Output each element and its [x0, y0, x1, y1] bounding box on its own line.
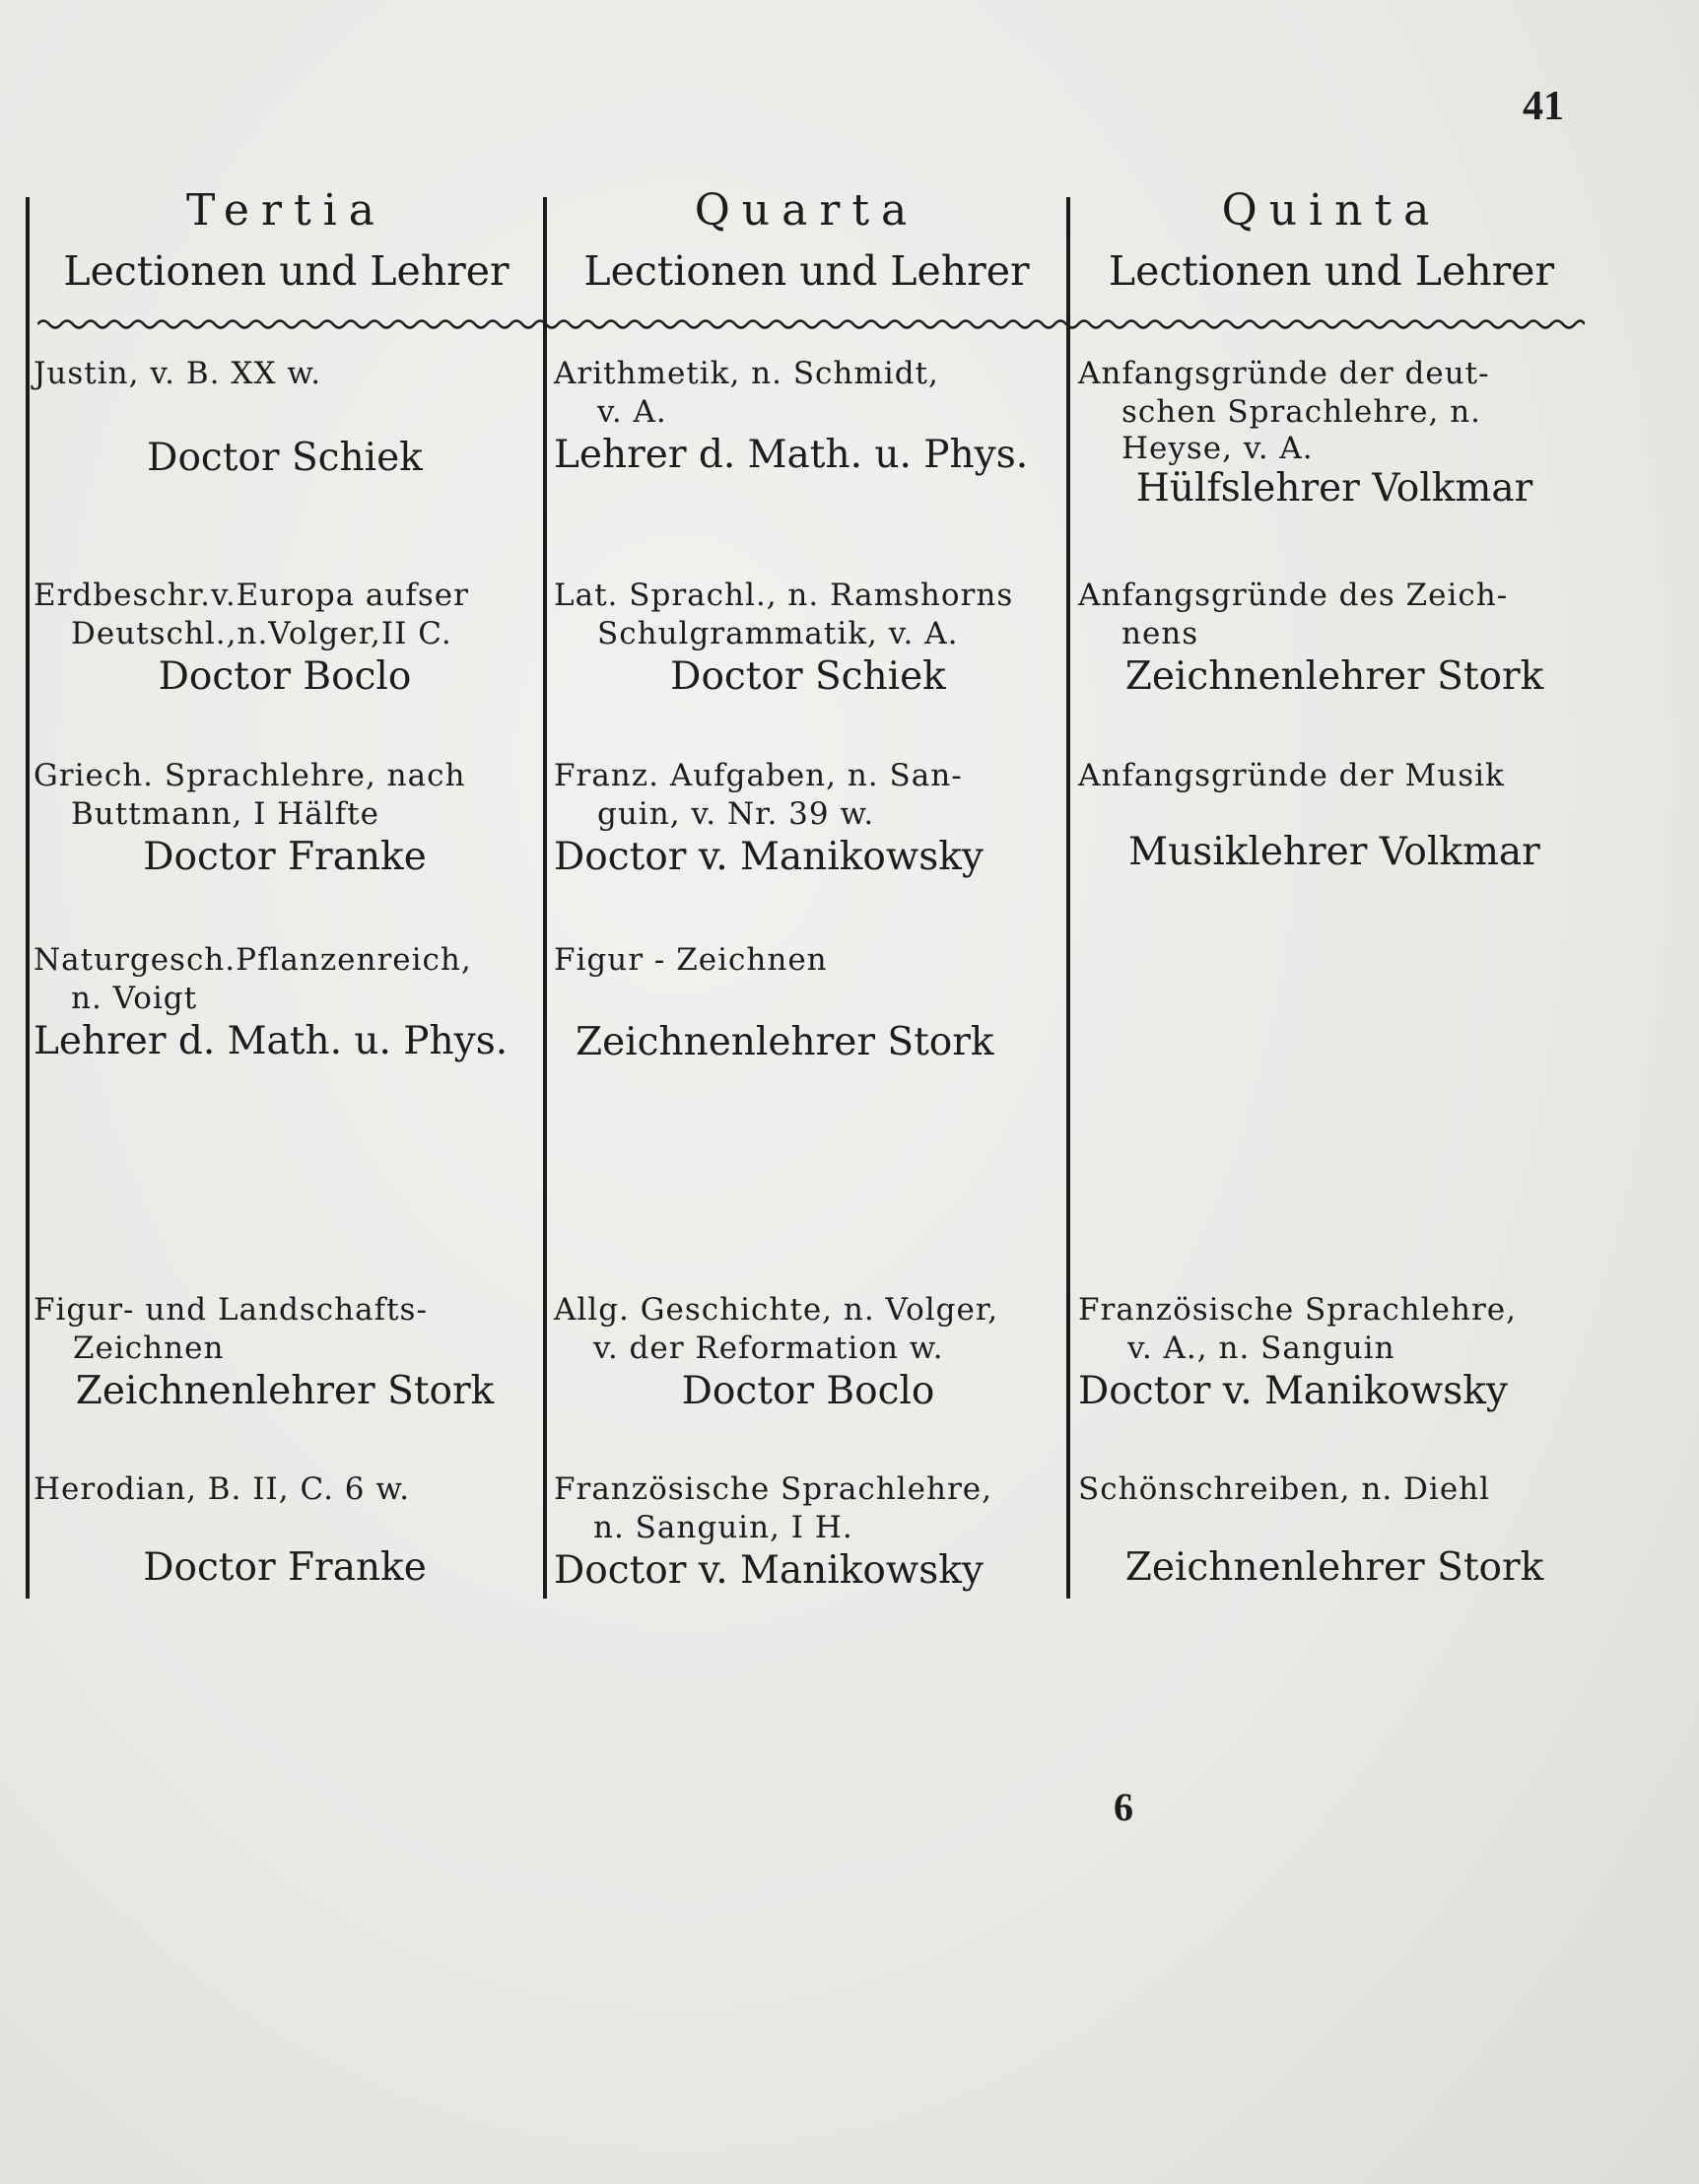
tertia-entry-5-teacher: Zeichnenlehrer Stork [75, 1369, 495, 1413]
quarta-title: Quarta [694, 185, 919, 236]
quarta-entry-4-teacher: Zeichnenlehrer Stork [576, 1020, 994, 1064]
sheet-number: 6 [1114, 1785, 1133, 1829]
quarta-entry-3-teacher: Doctor v. Manikowsky [554, 835, 984, 879]
quinta-entry-4 [1078, 1291, 1591, 1415]
quarta-entry-6-teacher: Doctor v. Manikowsky [554, 1548, 984, 1593]
tertia-entry-3-lesson-line-1: Griech. Sprachlehre, nach [34, 758, 466, 793]
quarta-entry-2-lesson-line-1: Lat. Sprachl., n. Ramshorns [554, 578, 1014, 613]
quarta-entry-6-lesson-line-1: Französische Sprachlehre, [554, 1471, 992, 1507]
quinta-entry-5-lesson-line-1: Schönschreiben, n. Diehl [1078, 1471, 1491, 1507]
quinta-entry-1-teacher: Hülfslehrer Volkmar [1135, 466, 1533, 511]
tertia-entry-2-teacher: Doctor Boclo [158, 654, 412, 699]
quarta-entry-3-lesson-line-2: guin, v. Nr. 39 w. [597, 796, 875, 832]
quarta-entry-2-lesson-line-2: Schulgrammatik, v. A. [597, 616, 959, 651]
quinta-entry-2-lesson-line-1: Anfangsgründe des Zeich- [1078, 578, 1509, 613]
quarta-entry-5 [554, 1291, 1062, 1415]
quarta-header [547, 185, 1066, 295]
wavy-separator [37, 317, 1585, 331]
quarta-entry-5-teacher: Doctor Boclo [681, 1369, 935, 1413]
quinta-entry-3-lesson-line-1: Anfangsgründe der Musik [1078, 758, 1505, 793]
tertia-entry-4-lesson-line-2: n. Voigt [71, 981, 198, 1016]
rule-left [26, 197, 30, 1599]
rule-tertia-quarta [543, 197, 547, 1599]
page-number: 41 [1523, 84, 1564, 129]
quinta-entry-2-lesson-line-2: nens [1121, 616, 1199, 651]
tertia-entry-3-teacher: Doctor Franke [143, 835, 427, 879]
tertia-entry-4 [34, 941, 536, 1065]
quarta-entry-6 [554, 1470, 1062, 1595]
quinta-subtitle: Lectionen und Lehrer [1108, 247, 1555, 295]
quinta-entry-2-teacher: Zeichnenlehrer Stork [1124, 654, 1544, 699]
tertia-entry-5 [34, 1291, 536, 1415]
tertia-entry-6-lesson-line-1: Herodian, B. II, C. 6 w. [34, 1471, 411, 1507]
quinta-entry-2 [1078, 577, 1591, 701]
tertia-entry-3 [34, 757, 536, 881]
rule-quarta-quinta [1066, 197, 1070, 1599]
quarta-entry-4-lesson-line-1: Figur - Zeichnen [554, 942, 828, 978]
quinta-entry-4-lesson-line-2: v. A., n. Sanguin [1127, 1331, 1395, 1366]
tertia-entry-6-teacher: Doctor Franke [143, 1545, 427, 1590]
quarta-entry-3 [554, 757, 1062, 881]
quinta-header [1070, 185, 1593, 295]
quarta-entry-2 [554, 577, 1062, 701]
quinta-entry-5 [1078, 1470, 1591, 1592]
quarta-entry-6-lesson-line-2: n. Sanguin, I H. [593, 1510, 853, 1545]
quinta-entry-1-lesson-line-2: schen Sprachlehre, n. [1121, 394, 1482, 430]
quinta-entry-4-lesson-line-1: Französische Sprachlehre, [1078, 1292, 1517, 1328]
tertia-entry-2-lesson-line-2: Deutschl.,n.Volger,II C. [71, 616, 452, 651]
tertia-entry-5-lesson-line-2: Zeichnen [73, 1331, 225, 1366]
quinta-title: Quinta [1221, 185, 1442, 236]
tertia-entry-2-lesson-line-1: Erdbeschr.v.Europa aufser [34, 578, 469, 613]
tertia-entry-4-teacher: Lehrer d. Math. u. Phys. [34, 1019, 509, 1063]
quinta-entry-1-lesson-line-3: Heyse, v. A. [1121, 431, 1314, 466]
tertia-title: Tertia [186, 185, 386, 236]
tertia-entry-1-teacher: Doctor Schiek [147, 436, 423, 480]
quarta-entry-1-teacher: Lehrer d. Math. u. Phys. [554, 433, 1029, 477]
quinta-entry-4-teacher: Doctor v. Manikowsky [1078, 1369, 1508, 1413]
tertia-entry-1 [34, 355, 536, 482]
tertia-entry-6 [34, 1470, 536, 1592]
tertia-entry-4-lesson-line-1: Naturgesch.Pflanzenreich, [34, 942, 472, 978]
quarta-entry-1-lesson-line-1: Arithmetik, n. Schmidt, [554, 356, 939, 391]
tertia-entry-5-lesson-line-1: Figur- und Landschafts- [34, 1292, 428, 1328]
tertia-entry-2 [34, 577, 536, 701]
quinta-entry-5-teacher: Zeichnenlehrer Stork [1124, 1545, 1544, 1590]
tertia-header [30, 185, 543, 295]
quarta-entry-3-lesson-line-1: Franz. Aufgaben, n. San- [554, 758, 963, 793]
quarta-entry-1 [554, 355, 1062, 479]
tertia-subtitle: Lectionen und Lehrer [63, 247, 510, 295]
quarta-entry-2-teacher: Doctor Schiek [670, 654, 946, 699]
quarta-subtitle: Lectionen und Lehrer [583, 247, 1030, 295]
quinta-entry-3-teacher: Musiklehrer Volkmar [1128, 830, 1540, 874]
tertia-entry-1-lesson-line-1: Justin, v. B. XX w. [34, 356, 322, 391]
quinta-entry-3 [1078, 757, 1591, 876]
quarta-entry-4 [554, 941, 1062, 1066]
quarta-entry-1-lesson-line-2: v. A. [597, 394, 667, 430]
quinta-entry-1 [1078, 355, 1591, 512]
quinta-entry-1-lesson-line-1: Anfangsgründe der deut- [1078, 356, 1490, 391]
quarta-entry-5-lesson-line-2: v. der Reformation w. [593, 1331, 944, 1366]
quarta-entry-5-lesson-line-1: Allg. Geschichte, n. Volger, [554, 1292, 999, 1328]
tertia-entry-3-lesson-line-2: Buttmann, I Hälfte [71, 796, 379, 832]
